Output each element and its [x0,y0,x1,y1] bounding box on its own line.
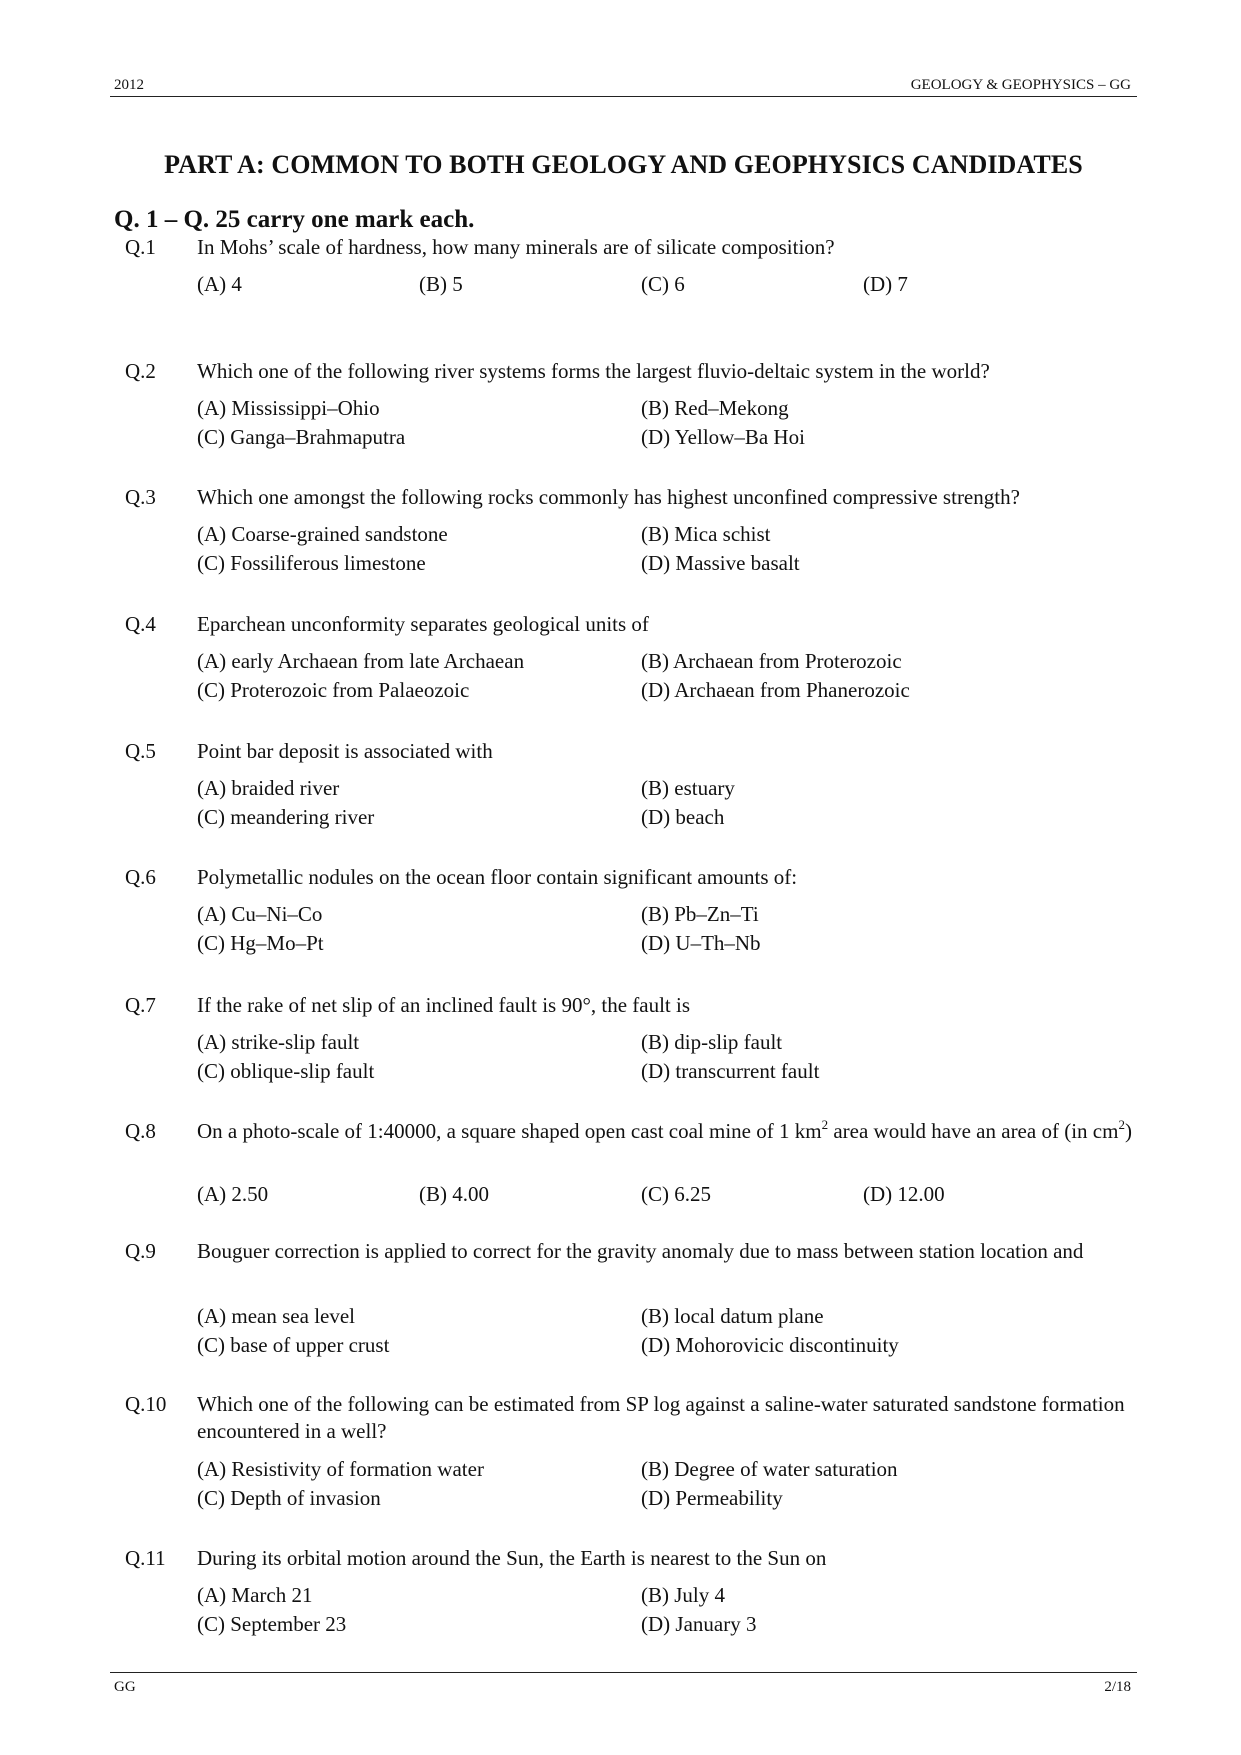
option-a: (A) 2.50 [197,1182,269,1206]
option-b: (B) estuary [641,776,735,800]
question-text: In Mohs’ scale of hardness, how many minerals are of silicate composition? [197,235,835,259]
question-text: Eparchean unconformity separates geological units of [197,612,649,636]
question-text: Which one of the following can be estimated from SP log against a saline-water saturated sandstone formation encountered in a well? [197,1392,1125,1443]
option-b: (B) local datum plane [641,1304,824,1328]
superscript: 2 [1118,1117,1125,1132]
question-text: If the rake of net slip of an inclined fault is 90°, the fault is [197,993,691,1017]
option-c: (C) oblique-slip fault [197,1059,375,1083]
option-c: (C) base of upper crust [197,1333,390,1357]
question-text: On a photo-scale of 1:40000, a square shaped open cast coal mine of 1 $km^2$ area would have an area of (in $cm^2$) [197,1117,1132,1143]
option-b: (B) Degree of water saturation [641,1457,898,1481]
option-d: (D) January 3 [641,1612,757,1636]
question-text: Bouguer correction is applied to correct for the gravity anomaly due to mass between station location and [197,1239,1084,1263]
question-number: Q.9 [125,1239,156,1263]
question-number: Q.3 [125,485,156,509]
part-title: PART A: COMMON TO BOTH GEOLOGY AND GEOPHYSICS CANDIDATES [164,150,1083,179]
page-number: 2/18 [1104,1679,1131,1695]
option-b: (B) Red–Mekong [641,396,789,420]
exam-subject: GEOLOGY & GEOPHYSICS – GG [910,77,1131,93]
option-a: (A) strike-slip fault [197,1030,360,1054]
option-c: (C) Hg–Mo–Pt [197,931,324,955]
question-text: Point bar deposit is associated with [197,739,493,763]
question-number: Q.8 [125,1119,156,1143]
option-c: (C) Depth of invasion [197,1486,381,1510]
paper-code: GG [114,1679,136,1695]
option-a: (A) early Archaean from late Archaean [197,649,525,673]
option-a: (A) braided river [197,776,340,800]
option-b: (B) Mica schist [641,522,771,546]
question-number: Q.7 [125,993,156,1017]
option-b: (B) Pb–Zn–Ti [641,902,759,926]
option-a: (A) Cu–Ni–Co [197,902,323,926]
option-b: (B) 5 [419,272,463,296]
option-b: (B) Archaean from Proterozoic [641,649,902,673]
question-number: Q.11 [125,1546,166,1570]
option-c: (C) Fossiliferous limestone [197,551,426,575]
page-header [110,74,1137,97]
option-d: (D) transcurrent fault [641,1059,820,1083]
option-d: (D) U–Th–Nb [641,931,761,955]
option-d: (D) Mohorovicic discontinuity [641,1333,899,1357]
option-c: (C) Proterozoic from Palaeozoic [197,678,470,702]
page-footer [110,1672,1137,1697]
option-b: (B) dip-slip fault [641,1030,783,1054]
question-number: Q.6 [125,865,156,889]
question-number: Q.5 [125,739,156,763]
question-text: Which one of the following river systems forms the largest fluvio-deltaic system in the world? [197,359,990,383]
superscript: 2 [821,1117,829,1132]
option-d: (D) 7 [863,272,908,296]
option-a: (A) Mississippi–Ohio [197,396,380,420]
option-d: (D) Archaean from Phanerozoic [641,678,910,702]
option-a: (A) 4 [197,272,242,296]
question-number: Q.1 [125,235,156,259]
option-a: (A) March 21 [197,1583,313,1607]
section-title: Q. 1 – Q. 25 carry one mark each. [114,206,475,233]
option-b: (B) 4.00 [419,1182,489,1206]
question-number: Q.2 [125,359,156,383]
exam-year: 2012 [114,77,144,93]
option-c: (C) 6.25 [641,1182,711,1206]
question-text: During its orbital motion around the Sun, the Earth is nearest to the Sun on [197,1546,827,1570]
option-c: (C) Ganga–Brahmaputra [197,425,406,449]
option-d: (D) Yellow–Ba Hoi [641,425,805,449]
option-d: (D) 12.00 [863,1182,945,1206]
option-a: (A) Resistivity of formation water [197,1457,484,1481]
question-number: Q.4 [125,612,156,636]
question-text: Polymetallic nodules on the ocean floor contain significant amounts of: [197,865,798,889]
option-d: (D) Permeability [641,1486,783,1510]
option-a: (A) Coarse-grained sandstone [197,522,448,546]
option-a: (A) mean sea level [197,1304,356,1328]
question-number: Q.10 [125,1392,167,1416]
question-text: Which one amongst the following rocks commonly has highest unconfined compressive strength? [197,485,1020,509]
option-d: (D) Massive basalt [641,551,800,575]
option-c: (C) 6 [641,272,685,296]
option-c: (C) meandering river [197,805,375,829]
option-b: (B) July 4 [641,1583,725,1607]
option-c: (C) September 23 [197,1612,347,1636]
option-d: (D) beach [641,805,725,829]
